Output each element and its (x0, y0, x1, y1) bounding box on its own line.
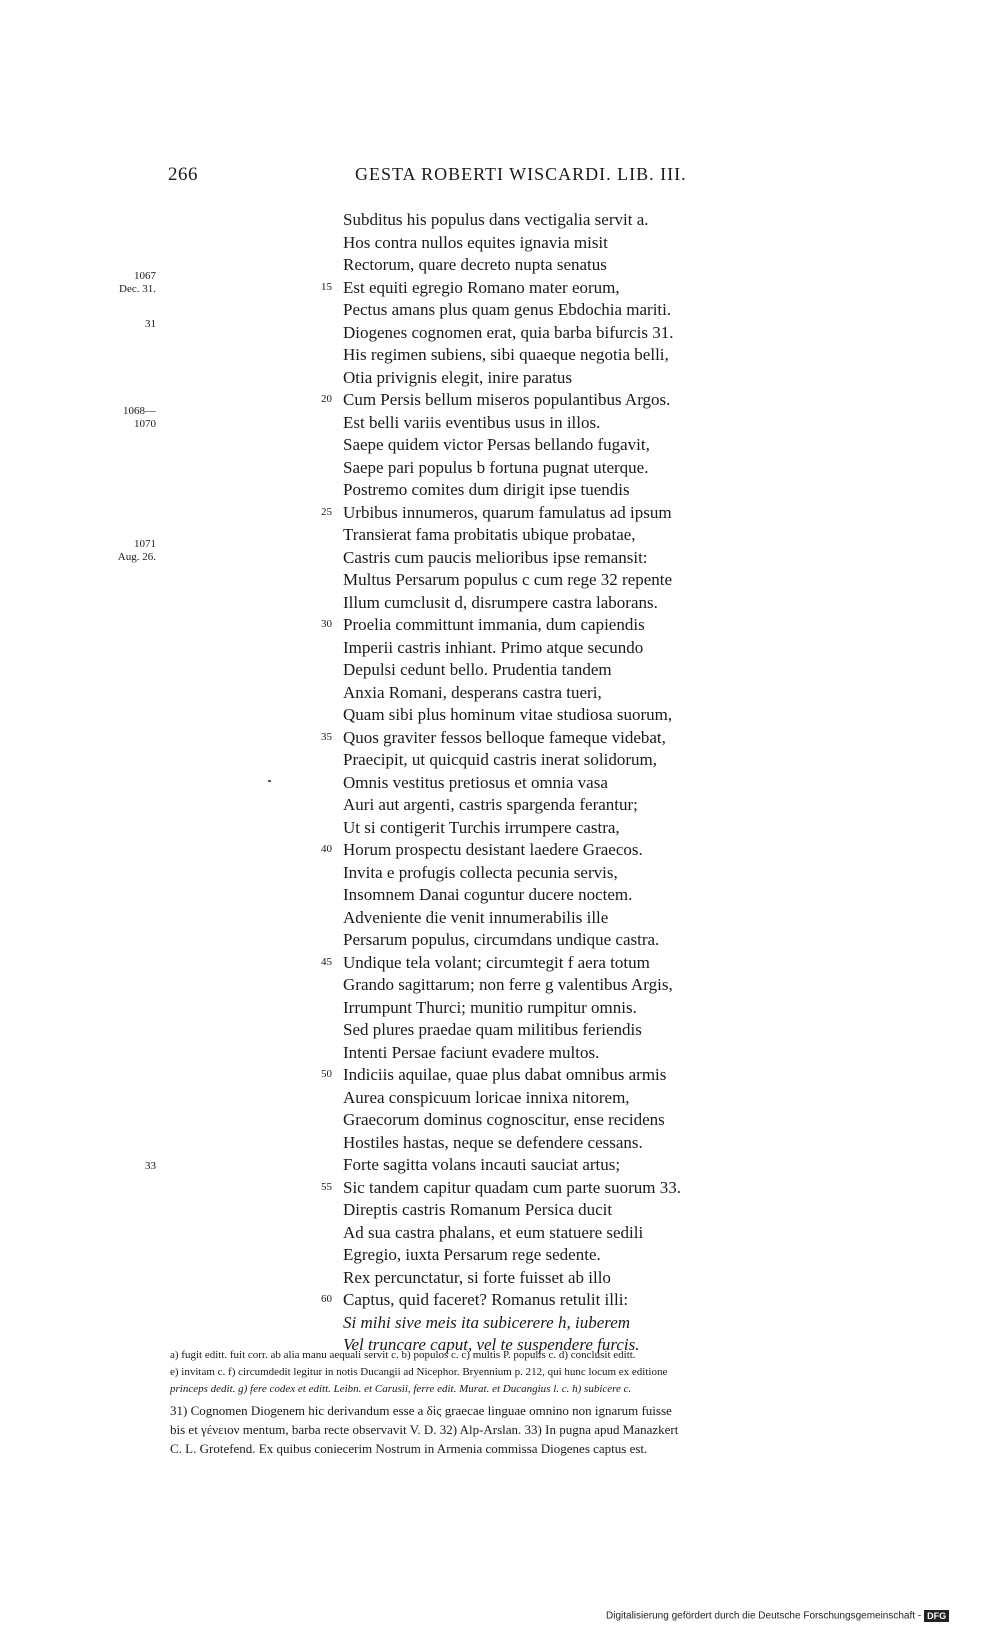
verse-text: Omnis vestitus pretiosus et omnia vasa (343, 772, 608, 792)
verse-line (0, 1311, 1000, 1334)
verse-text: Postremo comites dum dirigit ipse tuendis (343, 480, 630, 499)
verse-line (0, 816, 1000, 839)
verse-line (0, 1086, 1000, 1109)
verse-line (0, 793, 1000, 816)
verse-line (0, 658, 1000, 681)
line-number: 15 (321, 280, 332, 293)
verse-line (0, 1063, 1000, 1086)
verse-text: Aurea conspicuum loricae innixa nitorem, (343, 1087, 630, 1107)
note-line: bis et γένειον mentum, barba recte observavit V. D. 32) Alp-Arslan. 33) In pugna apud Manazkert (170, 1422, 679, 1437)
verse-line (0, 838, 1000, 861)
verse-text: Depulsi cedunt bello. Prudentia tandem (343, 660, 612, 679)
verse-line (0, 501, 1000, 524)
margin-note-line: 1068— (123, 405, 156, 417)
verse-text: Diogenes cognomen erat, quia barba bifurcis 31. (343, 322, 674, 342)
verse-line (0, 478, 1000, 501)
verse-line (0, 861, 1000, 884)
verse-line (0, 231, 1000, 254)
verse-text: Quos graviter fessos belloque fameque videbat, (343, 727, 666, 747)
verse-text: Sed plures praedae quam militibus feriendis (343, 1020, 642, 1039)
stray-mark (268, 780, 271, 782)
verse-line (0, 703, 1000, 726)
verse-line (0, 681, 1000, 704)
verse-text: Grando sagittarum; non ferre g valentibus Argis, (343, 975, 673, 994)
verse-text: Est equiti egregio Romano mater eorum, (343, 277, 620, 297)
verse-text: Insomnem Danai coguntur ducere noctem. (343, 885, 633, 904)
margin-date-note (84, 318, 156, 331)
verse-line (0, 1266, 1000, 1289)
verse-line (0, 928, 1000, 951)
verse-text: Captus, quid faceret? Romanus retulit illi: (343, 1290, 629, 1309)
verse-line (0, 1041, 1000, 1064)
verse-text: Invita e profugis collecta pecunia servis, (343, 862, 618, 882)
line-number: 30 (321, 618, 332, 630)
line-number: 25 (321, 505, 332, 518)
page-number: 266 (168, 164, 198, 185)
verse-line (0, 883, 1000, 906)
verse-line (0, 973, 1000, 996)
footnote-line: princeps dedit. g) fere codex et editt. Leibn. et Carusii, ferre edit. Murat. et Ducangius l. c. h) subicere c. (170, 1383, 632, 1395)
credit-text: Digitalisierung gefördert durch die Deutsche Forschungsgemeinschaft - (606, 1610, 922, 1622)
verse-text: Praecipit, ut quicquid castris inerat solidorum, (343, 750, 657, 769)
verse-line (0, 1288, 1000, 1311)
footnote-line: e) invitam c. f) circumdedit legitur in notis Ducangii ad Nicephor. Bryennium p. 212, qui hunc locum ex editione (170, 1366, 668, 1378)
verse-text: Cum Persis bellum miseros populantibus Argos. (343, 390, 671, 409)
verse-text: Ad sua castra phalans, et eum statuere sedili (343, 1222, 644, 1242)
verse-text: Pectus amans plus quam genus Ebdochia mariti. (343, 300, 672, 319)
footnote-line: a) fugit editt. fuit corr. ab alia manu aequali servit c. b) populos c. c) multis P. populis c. d) conclusit editt. (170, 1349, 636, 1361)
line-number: 60 (321, 1293, 332, 1305)
verse-line (0, 1108, 1000, 1131)
verse-text: Saepe quidem victor Persas bellando fugavit, (343, 435, 650, 454)
verse-text: Urbibus innumeros, quarum famulatus ad ipsum (343, 502, 672, 522)
verse-line (0, 906, 1000, 929)
margin-note-line: 31 (145, 318, 156, 330)
verse-text: Undique tela volant; circumtegit f aera totum (343, 952, 650, 972)
digitization-credit (606, 1610, 949, 1622)
margin-note-line: Dec. 31. (119, 283, 156, 295)
line-number: 20 (321, 393, 332, 405)
verse-text: Quam sibi plus hominum vitae studiosa suorum, (343, 705, 673, 724)
verse-text: Anxia Romani, desperans castra tueri, (343, 682, 602, 702)
verse-line (0, 456, 1000, 479)
margin-date-note (84, 405, 156, 431)
verse-text: Irrumpunt Thurci; munitio rumpitur omnis. (343, 997, 637, 1017)
verse-text: Saepe pari populus b fortuna pugnat uterque. (343, 457, 649, 477)
verse-text: Rex percunctatur, si forte fuisset ab illo (343, 1267, 611, 1287)
verse-text: Hostiles hastas, neque se defendere cessans. (343, 1132, 643, 1152)
margin-note-line: 1071 (134, 538, 156, 550)
line-number: 55 (321, 1180, 332, 1193)
verse-text: Egregio, iuxta Persarum rege sedente. (343, 1245, 601, 1264)
margin-note-line: 33 (145, 1160, 156, 1172)
verse-text: Est belli variis eventibus usus in illos. (343, 412, 601, 432)
note-line: 31) Cognomen Diogenem hic derivandum esse a δὶς graecae linguae omnino non ignarum fuisse (170, 1403, 672, 1418)
margin-date-note (84, 1160, 156, 1173)
verse-text: Transierat fama probitatis ubique probatae, (343, 525, 636, 544)
verse-line (0, 1131, 1000, 1154)
verse-text: Forte sagitta volans incauti sauciat artus; (343, 1155, 621, 1174)
line-number: 40 (321, 843, 332, 855)
verse-text: Castris cum paucis melioribus ipse remansit: (343, 547, 648, 567)
verse-text: Auri aut argenti, castris spargenda ferantur; (343, 795, 638, 814)
line-number: 35 (321, 730, 332, 743)
margin-date-note (84, 538, 156, 564)
verse-text: Hos contra nullos equites ignavia misit (343, 232, 608, 252)
verse-text: Ut si contigerit Turchis irrumpere castra, (343, 817, 620, 837)
verse-text: Vel truncare caput, vel te suspendere furcis. (343, 1335, 640, 1354)
verse-text: Subditus his populus dans vectigalia servit a. (343, 210, 649, 229)
verse-text: Imperii castris inhiant. Primo atque secundo (343, 637, 644, 657)
verse-text: Persarum populus, circumdans undique castra. (343, 930, 660, 949)
margin-note-line: 1067 (134, 270, 156, 282)
verse-text: Otia privignis elegit, inire paratus (343, 367, 572, 387)
verse-text: Direptis castris Romanum Persica ducit (343, 1200, 613, 1219)
verse-text: His regimen subiens, sibi quaeque negotia belli, (343, 345, 669, 364)
verse-text: Rectorum, quare decreto nupta senatus (343, 255, 607, 274)
verse-line (0, 208, 1000, 231)
verse-text: Intenti Persae faciunt evadere multos. (343, 1042, 600, 1062)
verse-line (0, 951, 1000, 974)
verse-text: Indiciis aquilae, quae plus dabat omnibus armis (343, 1065, 667, 1084)
verse-line (0, 568, 1000, 591)
margin-note-line: 1070 (134, 418, 156, 430)
verse-line (0, 1018, 1000, 1041)
verse-line (0, 1221, 1000, 1244)
note-line: C. L. Grotefend. Ex quibus coniecerim Nostrum in Armenia commissa Diogenes captus est. (170, 1441, 648, 1456)
dfg-logo: DFG (924, 1610, 949, 1622)
line-number: 45 (321, 955, 332, 968)
verse-line (0, 996, 1000, 1019)
margin-date-note (84, 270, 156, 296)
margin-note-line: Aug. 26. (117, 551, 156, 563)
verse-line (0, 433, 1000, 456)
verse-text: Graecorum dominus cognoscitur, ense recidens (343, 1110, 665, 1129)
verse-text: Proelia committunt immania, dum capiendis (343, 615, 645, 634)
verse-line (0, 636, 1000, 659)
verse-text: Multus Persarum populus c cum rege 32 repente (343, 570, 673, 589)
verse-line (0, 343, 1000, 366)
running-title: GESTA ROBERTI WISCARDI. LIB. III. (355, 164, 687, 184)
verse-line (0, 1198, 1000, 1221)
verse-line (0, 1176, 1000, 1199)
verse-text: Illum cumclusit d, disrumpere castra laborans. (343, 592, 658, 612)
verse-line (0, 771, 1000, 794)
verse-line (0, 591, 1000, 614)
verse-text: Adveniente die venit innumerabilis ille (343, 907, 609, 927)
verse-line (0, 1243, 1000, 1266)
verse-text: Si mihi sive meis ita subicerere h, iuberem (343, 1312, 631, 1332)
verse-line (0, 726, 1000, 749)
verse-line (0, 613, 1000, 636)
line-number: 50 (321, 1068, 332, 1080)
verse-text: Horum prospectu desistant laedere Graecos. (343, 840, 643, 859)
page-header (0, 164, 1000, 194)
verse-line (0, 748, 1000, 771)
verse-text: Sic tandem capitur quadam cum parte suorum 33. (343, 1177, 682, 1197)
verse-line (0, 366, 1000, 389)
